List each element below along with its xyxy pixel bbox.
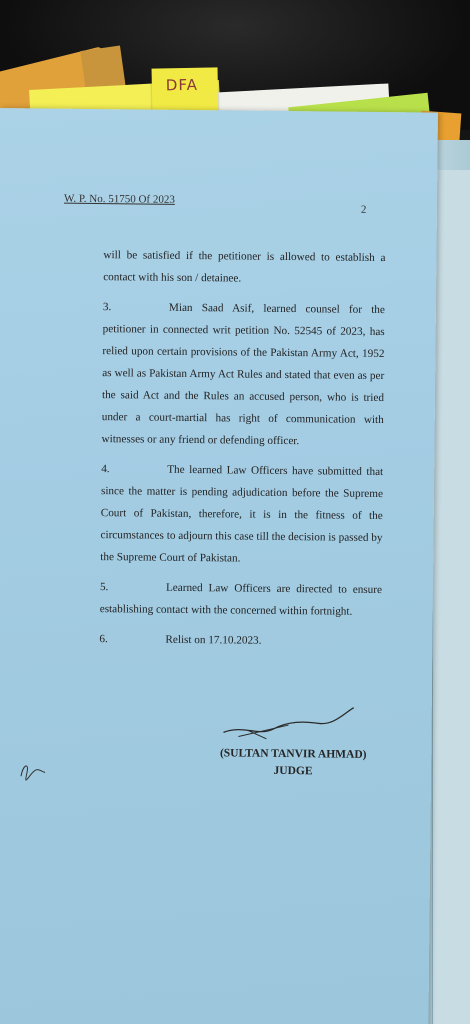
paragraph-number: 6. [99, 633, 108, 646]
signature-block [203, 745, 383, 781]
stacked-pages-edge [432, 170, 470, 1024]
court-order-page [0, 108, 438, 1024]
signature-scribble [218, 702, 358, 743]
paragraph-number: 4. [101, 463, 110, 476]
paragraph [101, 296, 385, 453]
judge-title: JUDGE [273, 764, 313, 778]
paragraph-text: The learned Law Officers have submitted that since the matter is pending adjudication before the Supreme Court of Pakistan, therefore, it is in the fitness of the circumstances to adjourn this case till the decision is passed by the Supreme Court of Pakistan. [100, 463, 384, 565]
paragraph-text: Mian Saad Asif, learned counsel for the petitioner in connected writ petition No. 52545 of 2023, has relied upon certain provisions of the Pakistan Army Act, 1952 as well as Pakistan Army Act Rules and stated that even as per the said Act and the Rules an accused person, who is tried under a court-martial has right of communication with witnesses or any friend or defending officer. [101, 301, 385, 448]
paragraph [100, 458, 383, 571]
paragraph-number: 3. [102, 301, 112, 314]
case-reference: W. P. No. 51750 Of 2023 [63, 192, 175, 206]
page-number: 2 [360, 203, 367, 216]
paragraph-text: Relist on 17.10.2023. [165, 633, 262, 647]
paragraph [103, 244, 385, 291]
order-body [99, 244, 385, 661]
paragraph [100, 576, 382, 623]
initials-mark [17, 758, 49, 784]
paragraph-text: will be satisfied if the petitioner is allowed to establish a contact with his son / detainee. [103, 249, 386, 285]
paragraph [99, 628, 381, 653]
judge-name: (SULTAN TANVIR AHMAD) [219, 747, 367, 761]
paragraph-text: Learned Law Officers are directed to ensure establishing contact with the concerned within fortnight. [99, 581, 383, 618]
sticky-note-label: DFA [165, 75, 199, 95]
paragraph-number: 5. [99, 581, 109, 594]
